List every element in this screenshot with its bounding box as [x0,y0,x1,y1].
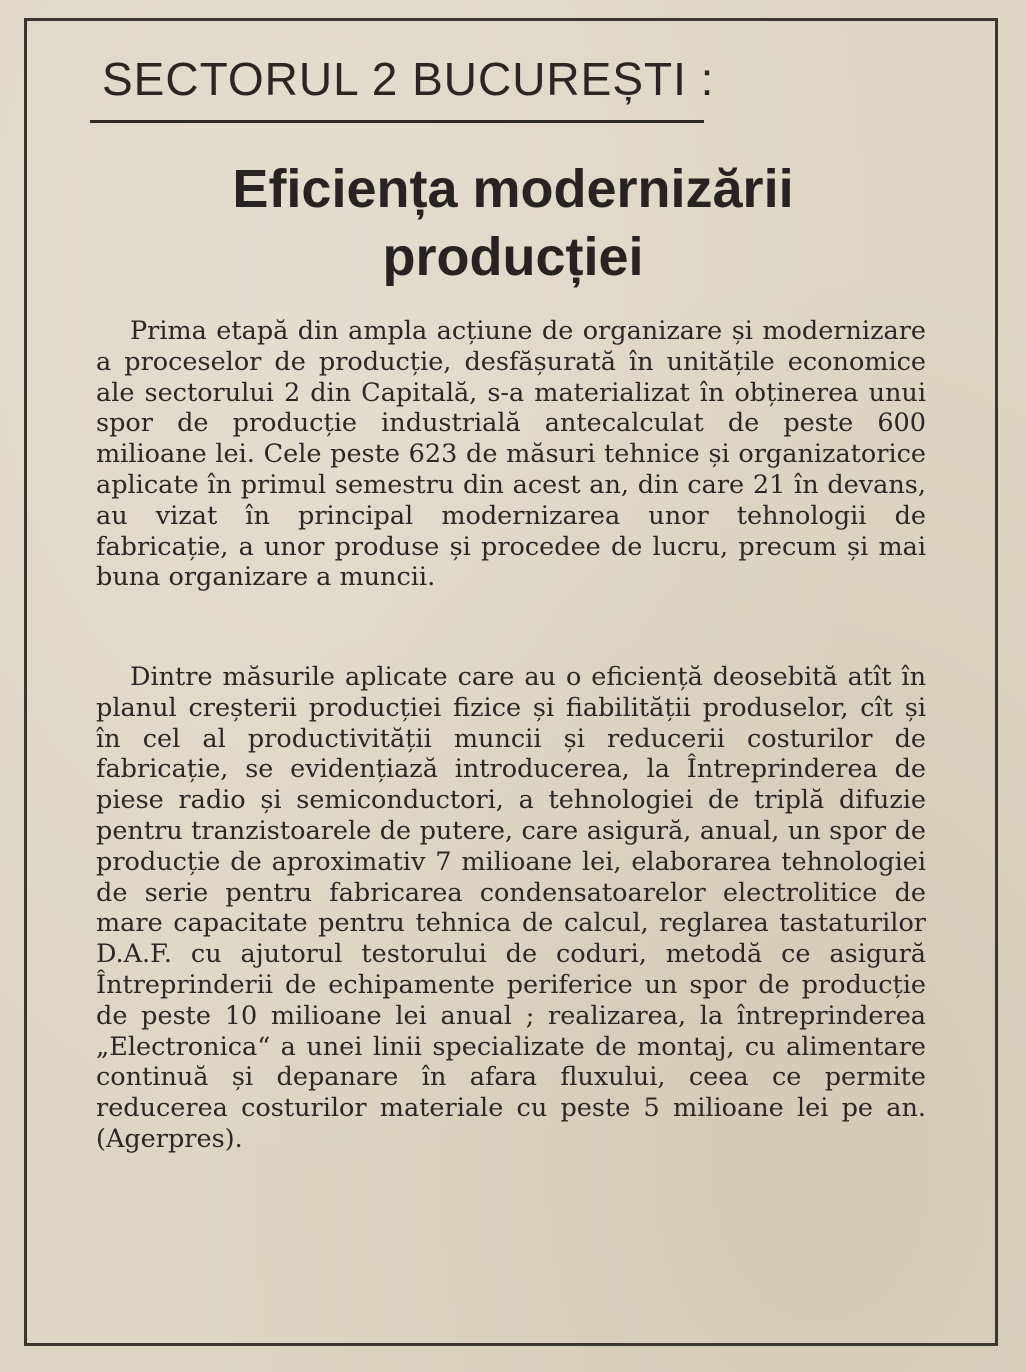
section-kicker: SECTORUL 2 BUCUREȘTI : [102,53,715,105]
article-paragraph-1: Prima etapă din ampla acțiune de organizare și modernizare a proceselor de producție, desfășurată în unitățile economice ale sectorului 2 din Capitală, s-a materializat în obținerea unui spor de producție industrială antecalculat de peste 600 milioane lei. Cele peste 623 de măsuri tehnice și organizatorice aplicate în primul semestru din acest an, din care 21 în devans, au vizat în principal modernizarea unor tehnologii de fabricație, a unor produse și procedee de lucru, precum și mai buna organizare a muncii. [96,316,926,593]
article-paragraph-2: Dintre măsurile aplicate care au o eficiență deosebită atît în planul creșterii producției fizice și fiabilității produselor, cît și în cel al productivității muncii și reducerii costurilor de fabricație, se evidențiază introducerea, la Întreprinderea de piese radio și semiconductori, a tehnologiei de triplă difuzie pentru tranzistoarele de putere, care asigură, anual, un spor de producție de aproximativ 7 milioane lei, elaborarea tehnologiei de serie pentru fabricarea condensatoarelor electrolitice de mare capacitate pentru tehnica de calcul, reglarea tastaturilor D.A.F. cu ajutorul testorului de coduri, metodă ce asigură Întreprinderii de echipamente periferice un spor de producție de peste 10 milioane lei anual ; realizarea, la întreprinderea „Electronica“ a unei linii specializate de montaj, cu alimentare continuă și depanare în afara fluxului, ceea ce permite reducerea costurilor materiale cu peste 5 milioane lei pe an. (Agerpres). [96,662,926,1154]
headline-line-1: Eficiența modernizării [232,159,794,219]
kicker-underline [90,120,704,123]
headline-line-2: producției [382,227,644,287]
